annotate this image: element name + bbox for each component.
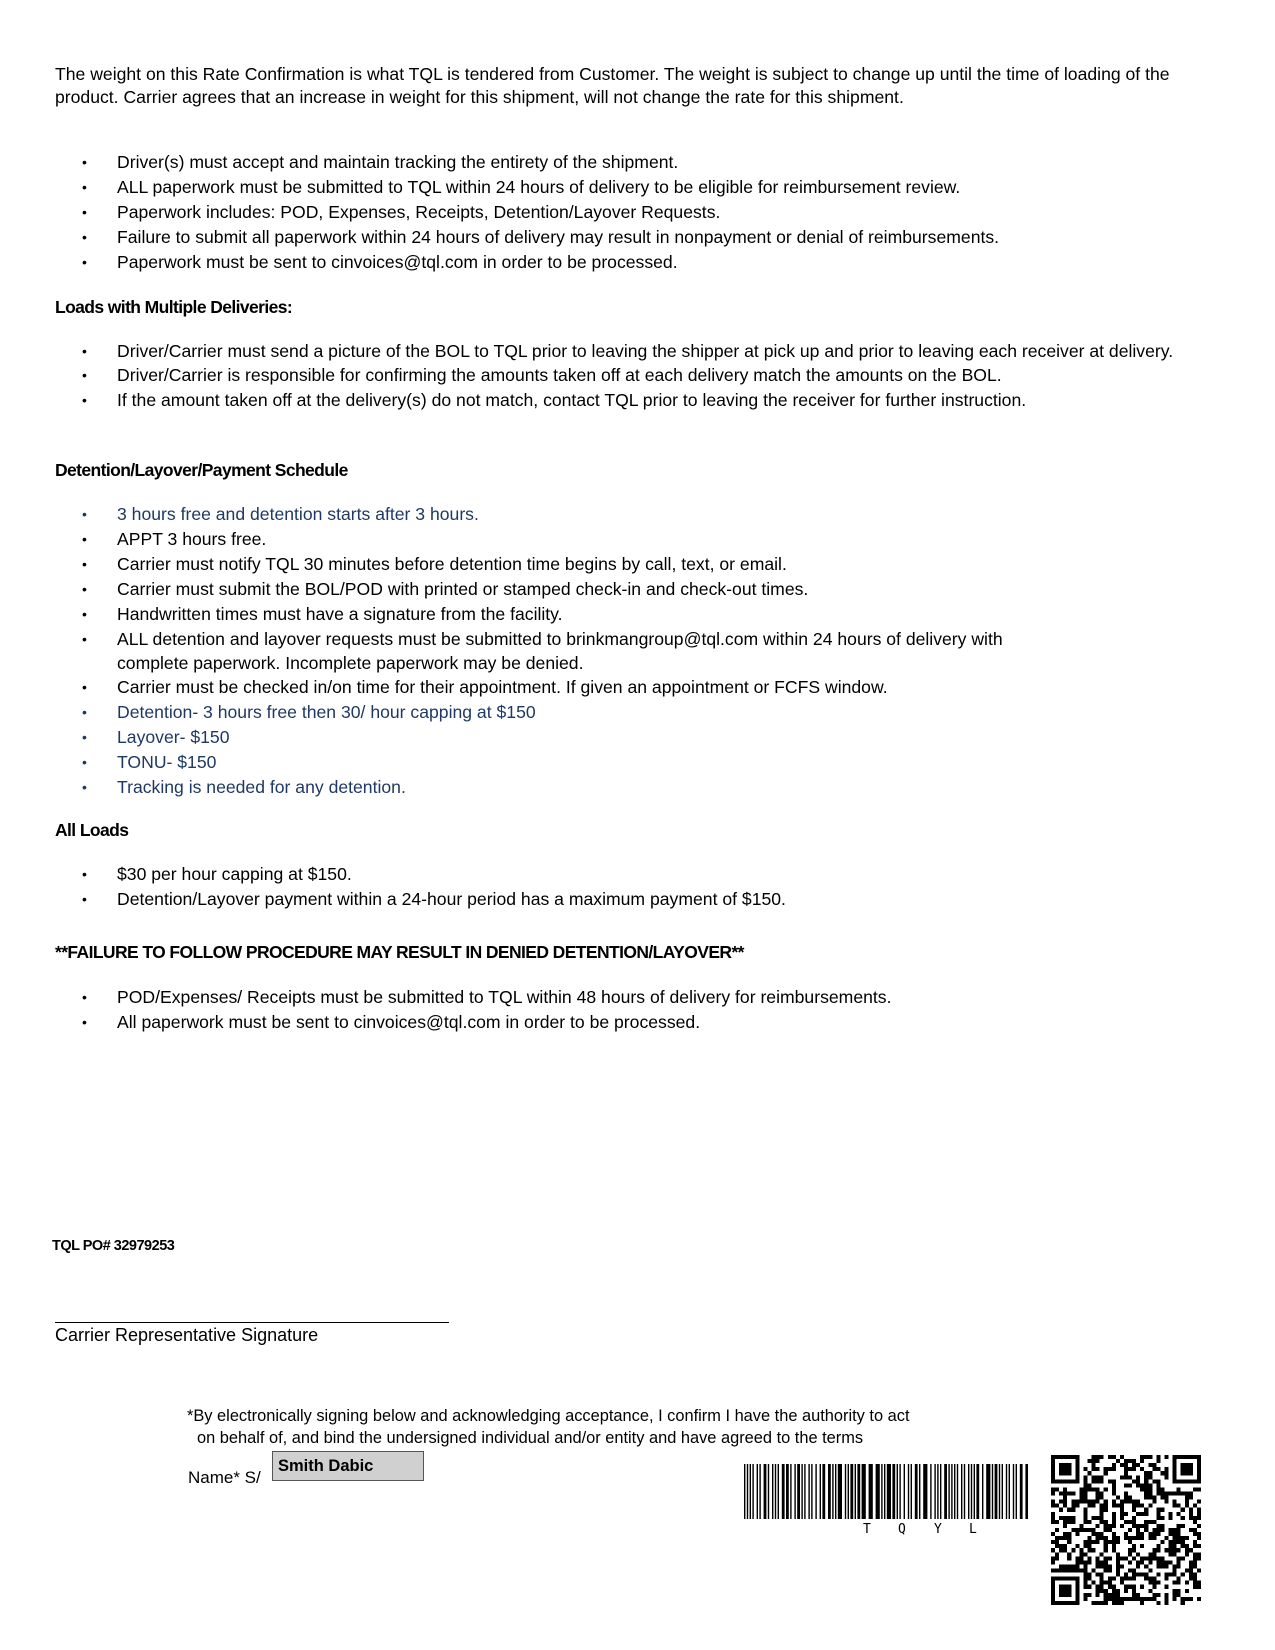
- list-item: • Carrier must submit the BOL/POD with printed or stamped check-in and check-out times.: [82, 579, 809, 599]
- barcode-image: [744, 1464, 1028, 1519]
- list-item: • Driver/Carrier is responsible for confirming the amounts taken off at each delivery match the amounts on the BOL.: [82, 365, 1002, 385]
- list-item: • Handwritten times must have a signature from the facility.: [82, 604, 563, 624]
- failure-list: [55, 985, 1215, 1035]
- list-item: • Layover- $150: [82, 727, 230, 747]
- list-item: • ALL detention and layover requests must be submitted to brinkmangroup@tql.com within 24 hours of delivery with complete paperwork. Incomplete paperwork may be denied.: [82, 629, 1003, 673]
- list-item: • Driver/Carrier must send a picture of the BOL to TQL prior to leaving the shipper at pick up and prior to leaving each receiver at delivery.: [82, 341, 1174, 361]
- list-item: • ALL paperwork must be submitted to TQL within 24 hours of delivery to be eligible for reimbursement review.: [82, 177, 961, 197]
- list-item: • Tracking is needed for any detention.: [82, 777, 406, 797]
- weight-notice: The weight on this Rate Confirmation is what TQL is tendered from Customer. The weight is subject to change up until the time of loading of the product. Carrier agrees that an increase in weight for this shipment, will not change the rate for this shipment.: [55, 64, 1170, 107]
- list-item: • Driver(s) must accept and maintain tracking the entirety of the shipment.: [82, 152, 679, 172]
- signer-name-field[interactable]: Smith Dabic: [272, 1451, 424, 1481]
- list-item: • APPT 3 hours free.: [82, 529, 267, 549]
- all-loads-heading: All Loads: [55, 820, 129, 840]
- list-item: • $30 per hour capping at $150.: [82, 864, 352, 884]
- list-item: • TONU- $150: [82, 752, 217, 772]
- multiple-deliveries-heading: Loads with Multiple Deliveries:: [55, 297, 293, 317]
- detention-list: [55, 502, 1055, 800]
- list-item: • Carrier must notify TQL 30 minutes before detention time begins by call, text, or email.: [82, 554, 787, 574]
- list-item: • All paperwork must be sent to cinvoices@tql.com in order to be processed.: [82, 1012, 701, 1032]
- po-number: TQL PO# 32979253: [52, 1238, 175, 1254]
- list-item: • POD/Expenses/ Receipts must be submitted to TQL within 48 hours of delivery for reimbursements.: [82, 987, 892, 1007]
- list-item: • If the amount taken off at the delivery(s) do not match, contact TQL prior to leaving the receiver for further instruction.: [82, 390, 1027, 410]
- multiple-deliveries-list: [55, 339, 1215, 413]
- barcode-text: T Q Y L: [863, 1522, 977, 1537]
- e-sign-disclaimer: *By electronically signing below and acknowledging acceptance, I confirm I have the authority to act on behalf of, and bind the undersigned individual and/or entity and have agreed to the terms: [187, 1407, 910, 1447]
- list-item: • Carrier must be checked in/on time for their appointment. If given an appointment or FCFS window.: [82, 677, 888, 697]
- detention-heading: Detention/Layover/Payment Schedule: [55, 460, 348, 480]
- all-loads-list: [55, 862, 1215, 912]
- signature-line[interactable]: [55, 1322, 449, 1323]
- list-item: • Paperwork includes: POD, Expenses, Receipts, Detention/Layover Requests.: [82, 202, 721, 222]
- qr-code-image: [1051, 1455, 1201, 1605]
- list-item: • Failure to submit all paperwork within 24 hours of delivery may result in nonpayment or denial of reimbursements.: [82, 227, 1000, 247]
- signature-label: Carrier Representative Signature: [55, 1325, 319, 1345]
- list-item: • Paperwork must be sent to cinvoices@tql.com in order to be processed.: [82, 252, 678, 272]
- list-item: • Detention/Layover payment within a 24-hour period has a maximum payment of $150.: [82, 889, 786, 909]
- list-item: • 3 hours free and detention starts after 3 hours.: [82, 504, 479, 524]
- list-item: • Detention- 3 hours free then 30/ hour capping at $150: [82, 702, 536, 722]
- paperwork-list: [55, 150, 1215, 275]
- name-label: Name* S/: [188, 1468, 261, 1487]
- failure-heading: **FAILURE TO FOLLOW PROCEDURE MAY RESULT IN DENIED DETENTION/LAYOVER**: [55, 942, 744, 962]
